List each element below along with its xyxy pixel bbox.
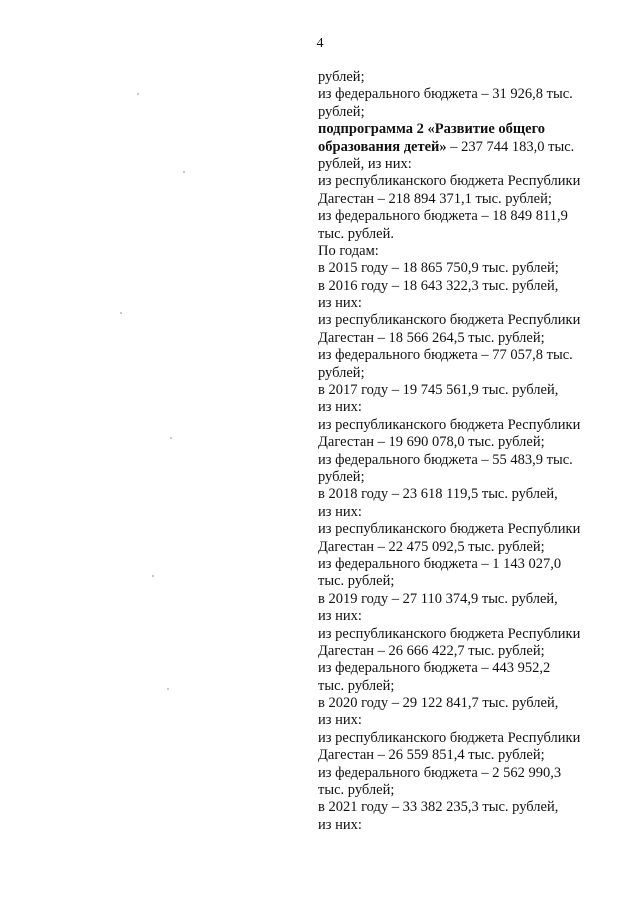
text-line: из республиканского бюджета Республики [318,312,581,329]
text-line: из республиканского бюджета Республики [318,521,581,538]
text-line: из них: [318,399,362,416]
section-heading: По годам: [318,242,379,259]
year-line: в 2015 году – 18 865 750,9 тыс. рублей; [318,260,559,277]
page-number: 4 [316,36,324,51]
text-line: тыс. рублей. [318,225,394,242]
text-line-content [318,139,574,155]
document-body [318,69,596,834]
text-line: тыс. рублей; [318,782,395,799]
year-line: в 2020 году – 29 122 841,7 тыс. рублей, [318,695,559,712]
scan-speck [120,312,122,314]
text-line: из республиканского бюджета Республики [318,729,581,746]
scan-speck [183,171,185,173]
text-line: из федерального бюджета – 18 849 811,9 [318,208,568,225]
text-line: тыс. рублей; [318,573,395,590]
scan-speck [152,575,154,577]
text-line: из них: [318,608,362,625]
text-line: из них: [318,503,362,520]
text-line: рублей; [318,69,365,85]
text-line: из них: [318,712,362,729]
subprogram-title-line [318,139,596,156]
scan-speck [137,93,139,95]
year-line: в 2019 году – 27 110 374,9 тыс. рублей, [318,590,558,607]
text-line: из республиканского бюджета Республики [318,416,581,433]
text-line: Дагестан – 18 566 264,5 тыс. рублей; [318,329,545,346]
text-line: из федерального бюджета – 2 562 990,3 [318,764,562,781]
subprogram-total: – 237 744 183,0 тыс. [446,138,575,155]
scan-speck [170,437,172,439]
text-line: из них: [318,295,362,312]
text-line: Дагестан – 26 666 422,7 тыс. рублей; [318,642,545,659]
year-line: в 2016 году – 18 643 322,3 тыс. рублей, [318,277,559,294]
year-line: в 2021 году – 33 382 235,3 тыс. рублей, [318,799,559,816]
text-line: из них: [318,816,362,833]
text-line: Дагестан – 26 559 851,4 тыс. рублей; [318,747,545,764]
text-line: из федерального бюджета – 55 483,9 тыс. [318,451,573,468]
text-line: Дагестан – 22 475 092,5 тыс. рублей; [318,538,545,555]
text-line: Дагестан – 19 690 078,0 тыс. рублей; [318,434,545,451]
text-line: рублей, из них: [318,155,412,172]
text-line: Дагестан – 218 894 371,1 тыс. рублей; [318,190,552,207]
text-line: из федерального бюджета – 1 143 027,0 [318,555,562,572]
text-line: рублей; [318,468,365,485]
subprogram-title-bold: образования детей» [318,138,447,155]
text-line: рублей; [318,103,365,120]
text-line: из федерального бюджета – 443 952,2 [318,660,551,677]
text-line-content: из федерального бюджета – 31 926,8 тыс. [318,86,573,103]
text-line: из федерального бюджета – 77 057,8 тыс. [318,347,573,364]
year-line: в 2017 году – 19 745 561,9 тыс. рублей, [318,382,559,399]
text-line: из республиканского бюджета Республики [318,173,581,190]
scan-speck [167,688,169,690]
subprogram-title-line: подпрограмма 2 «Развитие общего [318,121,546,138]
text-line: тыс. рублей; [318,677,395,694]
year-line: в 2018 году – 23 618 119,5 тыс. рублей, [318,486,558,503]
text-line [318,86,596,103]
text-line: из республиканского бюджета Республики [318,625,581,642]
text-line: рублей; [318,364,365,381]
